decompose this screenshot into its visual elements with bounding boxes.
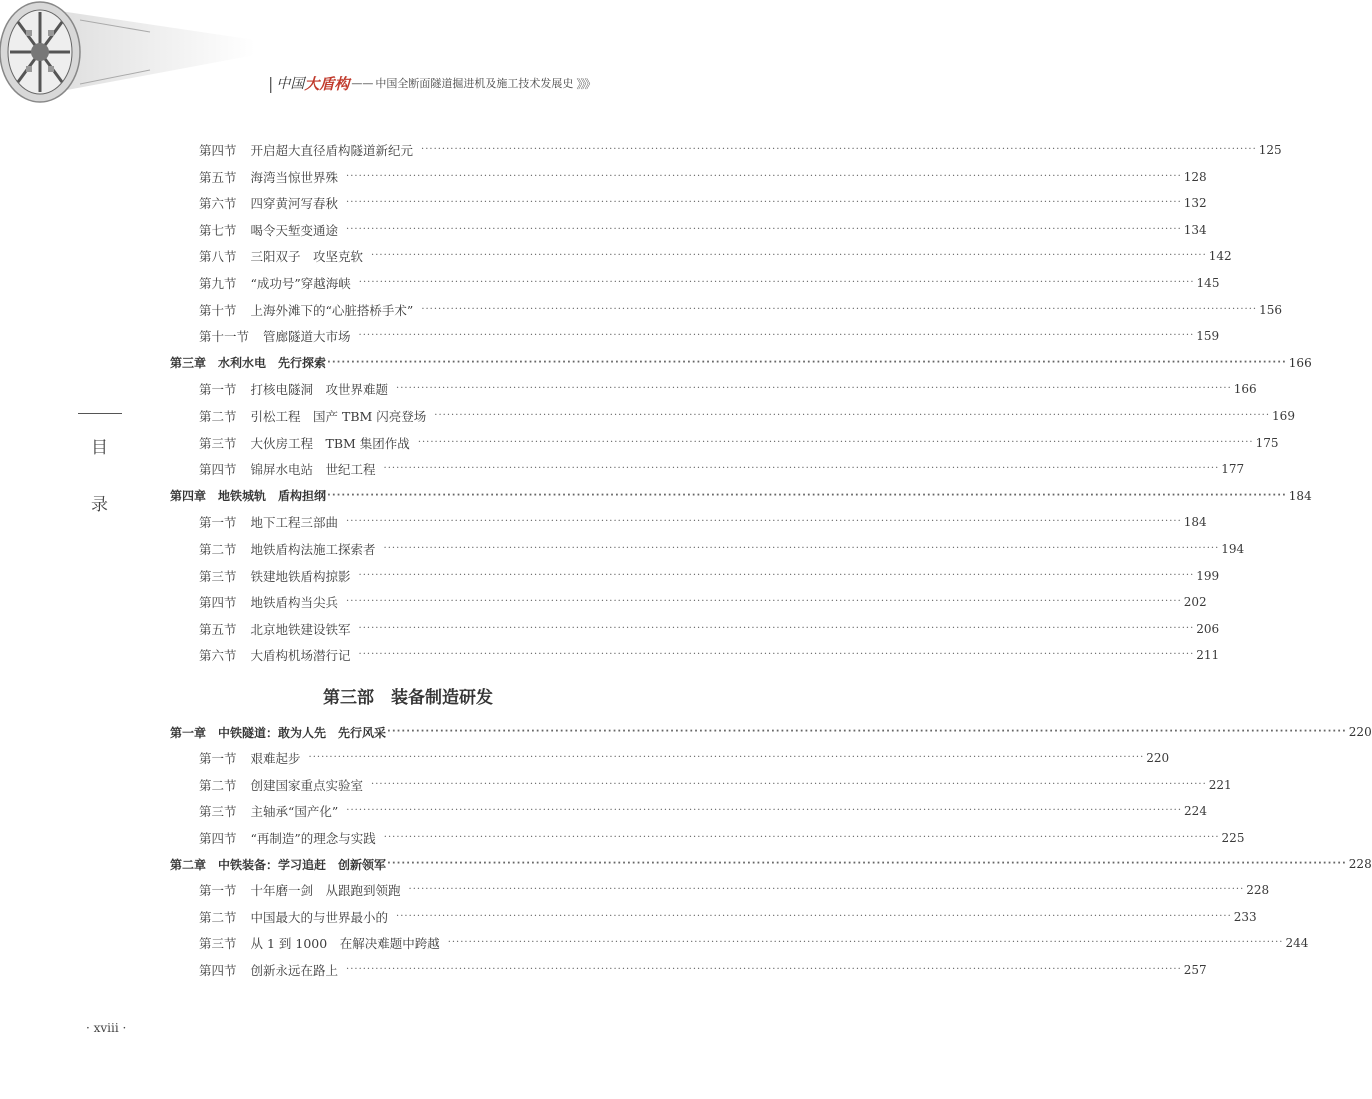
toc-entry-label: 第六节 [199, 648, 237, 664]
toc-leader-dots: ········································································································································································································ [358, 277, 1195, 288]
toc-section-entry[interactable] [199, 406, 1295, 426]
toc-leader-dots: ········································································································································································································ [383, 831, 1220, 843]
side-rule [78, 413, 122, 414]
toc-entry-title: 创新永远在路上 [250, 962, 339, 978]
running-header [268, 72, 594, 94]
toc-entry-title: 地铁城轨 盾构担纲 [218, 489, 327, 504]
toc-entry-page: 199 [1196, 568, 1220, 583]
toc-section-entry[interactable] [199, 775, 1232, 795]
toc-entry-page: 169 [1272, 409, 1295, 423]
toc-entry-label: 第十一节 [199, 329, 250, 345]
header-subtitle: 中国全断面隧道掘进机及施工技术发展史 [375, 77, 574, 90]
toc-entry-page: 134 [1183, 222, 1207, 237]
toc-entry-label: 第五节 [199, 169, 237, 185]
toc-section-entry[interactable] [199, 300, 1282, 320]
toc-leader-dots: ········································································································································································································ [383, 463, 1220, 475]
toc-entry-label: 第七节 [199, 222, 237, 238]
toc-section-entry[interactable] [199, 619, 1220, 639]
toc-entry-label: 第四节 [199, 462, 237, 478]
toc-entry-title: 三阳双子 攻坚克软 [250, 249, 364, 265]
toc-entry-label: 第二节 [199, 777, 237, 793]
toc-entry-title: 上海外滩下的“心脏搭桥手术” [250, 302, 414, 318]
header-brand-b: 大盾构 [304, 74, 350, 93]
toc-section-entry[interactable] [199, 246, 1232, 266]
toc-entry-title: 锦屏水电站 世纪工程 [250, 462, 376, 478]
toc-entry-label: 第一章 [170, 725, 207, 740]
header-brand-a: 中国 [276, 76, 305, 92]
toc-entry-page: 177 [1221, 462, 1245, 477]
side-label-lu: 录 [91, 495, 108, 515]
toc-entry-title: 从 1 到 1000 在解决难题中跨越 [250, 936, 440, 952]
toc-entry-page: 221 [1208, 777, 1232, 792]
toc-chapter-entry[interactable] [170, 722, 1372, 742]
toc-entry-title: 海湾当惊世界殊 [250, 169, 339, 185]
toc-section-entry[interactable] [199, 592, 1207, 612]
toc-entry-label: 第三节 [199, 936, 237, 952]
toc-entry-page: 166 [1288, 355, 1312, 370]
toc-entry-title: 主轴承“国产化” [250, 804, 339, 820]
toc-leader-dots: ········································································································································································································ [434, 410, 1271, 421]
toc-entry-title: 引松工程 国产 TBM 闪亮登场 [250, 409, 427, 424]
toc-entry-label: 第三章 [170, 356, 207, 371]
toc-leader-dots: ········································································································································································································ [371, 250, 1207, 262]
toc-leader-dots: ········································································································································································································ [387, 858, 1347, 869]
toc-leader-dots: ········································································································································································································ [371, 778, 1207, 790]
toc-entry-page: 257 [1183, 962, 1207, 977]
toc-entry-label: 第四节 [199, 962, 237, 978]
toc-entry-title: 喝令天堑变通途 [250, 222, 339, 238]
toc-leader-dots: ········································································································································································································ [396, 383, 1232, 395]
toc-section-entry[interactable] [199, 379, 1257, 399]
toc-entry-label: 第一节 [199, 751, 237, 767]
toc-leader-dots: ········································································································································································································ [346, 516, 1182, 528]
toc-section-entry[interactable] [199, 960, 1207, 980]
toc-entry-label: 第三节 [199, 568, 237, 584]
toc-leader-dots: ········································································································································································································ [327, 356, 1287, 368]
toc-leader-dots: ········································································································································································································ [308, 752, 1145, 764]
toc-entry-page: 233 [1233, 909, 1257, 924]
toc-leader-dots: ········································································································································································································ [346, 805, 1183, 817]
toc-entry-label: 第二节 [199, 542, 237, 557]
toc-entry-page: 128 [1183, 169, 1207, 184]
toc-entry-page: 211 [1196, 648, 1220, 663]
toc-leader-dots: ········································································································································································································ [421, 303, 1258, 315]
toc-entry-title: 开启超大直径盾构隧道新纪元 [250, 143, 414, 158]
toc-leader-dots: ········································································································································································································ [358, 649, 1195, 661]
toc-chapter-entry[interactable] [170, 854, 1372, 874]
toc-leader-dots: ········································································································································································································ [346, 223, 1182, 235]
toc-leader-dots: ········································································································································································································ [346, 963, 1182, 975]
toc-section-entry[interactable] [199, 140, 1282, 160]
toc-entry-label: 第三节 [199, 435, 237, 451]
toc-section-entry[interactable] [199, 907, 1257, 927]
toc-entry-label: 第四节 [199, 830, 237, 846]
toc-chapter-entry[interactable] [170, 353, 1312, 373]
toc-entry-label: 第三节 [199, 804, 237, 820]
toc-chapter-entry[interactable] [170, 486, 1312, 506]
toc-entry-label: 第一节 [199, 515, 237, 531]
toc-entry-title: 管廊隧道大市场 [263, 329, 351, 345]
toc-entry-page: 142 [1208, 249, 1232, 264]
toc-entry-label: 第一节 [199, 883, 237, 899]
toc-entry-page: 244 [1285, 936, 1309, 951]
toc-entry-label: 第十节 [199, 302, 237, 318]
toc-section-entry[interactable] [199, 645, 1220, 665]
toc-entry-label: 第四节 [199, 143, 237, 158]
toc-leader-dots: ········································································································································································································ [417, 436, 1254, 448]
toc-entry-label: 第五节 [199, 621, 237, 637]
toc-leader-dots: ········································································································································································································ [327, 489, 1287, 501]
toc-section-entry[interactable] [199, 459, 1245, 479]
toc-entry-label: 第二节 [199, 409, 237, 424]
toc-entry-page: 220 [1146, 751, 1170, 766]
toc-entry-title: 北京地铁建设铁军 [250, 621, 351, 637]
toc-entry-title: 大伙房工程 TBM 集团作战 [250, 435, 410, 451]
tunnel-boring-machine-illustration [0, 0, 260, 105]
toc-leader-dots: ········································································································································································································ [421, 144, 1257, 155]
toc-entry-title: 艰难起步 [250, 751, 301, 767]
toc-entry-title: 打核电隧洞 攻世界难题 [250, 382, 389, 398]
header-bar: | [268, 73, 274, 93]
header-arrows: 》》》 [576, 76, 595, 91]
toc-leader-dots: ········································································································································································································ [396, 910, 1232, 922]
toc-entry-title: 地铁盾构当尖兵 [250, 595, 339, 611]
toc-leader-dots: ········································································································································································································ [346, 170, 1182, 182]
toc-section-entry[interactable] [199, 933, 1309, 953]
toc-entry-page: 225 [1221, 830, 1245, 845]
side-label-mu: 目 [91, 438, 108, 458]
toc-entry-page: 228 [1246, 883, 1270, 898]
toc-entry-page: 159 [1196, 329, 1220, 344]
toc-entry-page: 220 [1348, 725, 1372, 739]
toc-entry-page: 194 [1221, 542, 1245, 556]
toc-leader-dots: ········································································································································································································ [387, 726, 1347, 737]
toc-leader-dots: ········································································································································································································ [447, 937, 1284, 949]
toc-entry-title: 地铁盾构法施工探索者 [250, 542, 376, 557]
toc-entry-title: 铁建地铁盾构掠影 [250, 568, 351, 584]
toc-section-entry[interactable] [199, 220, 1207, 240]
toc-entry-title: 中国最大的与世界最小的 [250, 909, 389, 925]
part-title: 第三部 装备制造研发 [323, 688, 493, 708]
toc-entry-page: 206 [1196, 621, 1220, 636]
toc-entry-label: 第六节 [199, 196, 237, 212]
toc-section-entry[interactable] [199, 748, 1170, 768]
toc-entry-page: 184 [1288, 488, 1312, 503]
toc-entry-page: 145 [1196, 276, 1220, 290]
toc-entry-title: 十年磨一剑 从跟跑到领跑 [250, 883, 401, 899]
toc-leader-dots: ········································································································································································································ [358, 330, 1195, 342]
toc-section-entry[interactable] [199, 512, 1207, 532]
toc-entry-page: 228 [1348, 857, 1372, 871]
toc-section-entry[interactable] [199, 193, 1207, 213]
toc-leader-dots: ········································································································································································································ [383, 543, 1220, 554]
toc-entry-title: 创建国家重点实验室 [250, 777, 364, 793]
toc-section-entry[interactable] [199, 433, 1279, 453]
toc-entry-label: 第八节 [199, 249, 237, 265]
toc-section-entry[interactable] [199, 880, 1270, 900]
toc-section-entry[interactable] [199, 801, 1207, 821]
toc-leader-dots: ········································································································································································································ [358, 622, 1195, 634]
toc-entry-page: 202 [1183, 595, 1207, 610]
toc-entry-page: 224 [1184, 804, 1207, 819]
page-number: · xviii · [86, 1021, 127, 1035]
toc-section-entry[interactable] [199, 326, 1220, 346]
toc-entry-page: 184 [1183, 515, 1207, 530]
toc-entry-title: 水利水电 先行探索 [218, 356, 327, 371]
toc-entry-title: “成功号”穿越海峡 [250, 276, 351, 291]
toc-entry-label: 第九节 [199, 276, 237, 291]
toc-entry-label: 第二章 [170, 857, 207, 872]
toc-entry-page: 132 [1183, 196, 1207, 211]
toc-entry-page: 156 [1259, 302, 1282, 317]
toc-section-entry[interactable] [199, 273, 1220, 293]
toc-leader-dots: ········································································································································································································ [408, 884, 1245, 896]
toc-entry-title: 中铁装备：学习追赶 创新领军 [218, 857, 387, 872]
toc-leader-dots: ········································································································································································································ [346, 197, 1182, 209]
toc-entry-title: “再制造”的理念与实践 [250, 830, 376, 846]
toc-entry-label: 第四节 [199, 595, 237, 611]
toc-entry-title: 四穿黄河写春秋 [250, 196, 339, 212]
toc-leader-dots: ········································································································································································································ [346, 596, 1182, 608]
toc-entry-title: 中铁隧道：敢为人先 先行风采 [218, 725, 387, 740]
toc-entry-title: 地下工程三部曲 [250, 515, 339, 531]
toc-leader-dots: ········································································································································································································ [358, 569, 1195, 581]
toc-entry-label: 第一节 [199, 382, 237, 398]
toc-entry-page: 125 [1258, 143, 1282, 157]
header-separator: —— [351, 76, 374, 90]
toc-entry-page: 175 [1255, 435, 1279, 450]
toc-entry-label: 第二节 [199, 909, 237, 925]
toc-entry-label: 第四章 [170, 489, 207, 504]
toc-entry-title: 大盾构机场潜行记 [250, 648, 351, 664]
toc-section-entry[interactable] [199, 167, 1207, 187]
toc-section-entry[interactable] [199, 539, 1245, 559]
toc-section-entry[interactable] [199, 828, 1245, 848]
toc-entry-page: 166 [1233, 382, 1257, 397]
toc-section-entry[interactable] [199, 566, 1220, 586]
